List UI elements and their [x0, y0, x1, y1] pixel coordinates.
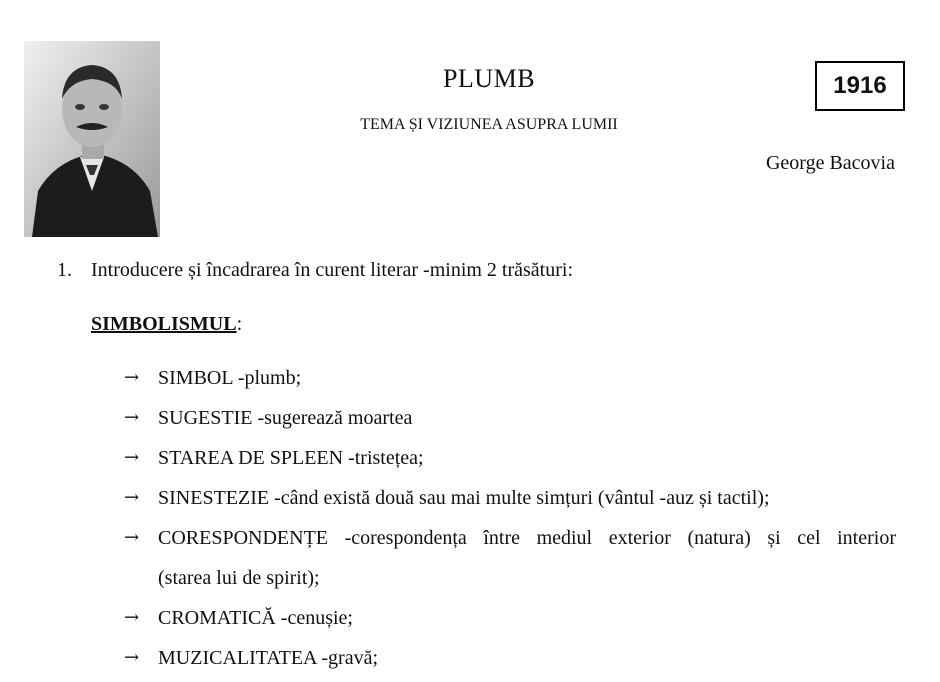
right-arrow-icon: → — [124, 447, 140, 468]
list-item — [124, 447, 896, 470]
section-heading-text: Introducere și încadrarea în curent literar -minim 2 trăsături: — [91, 259, 574, 281]
list-item — [124, 527, 896, 550]
right-arrow-icon: → — [124, 527, 140, 548]
list-item-text: CORESPONDENȚE -corespondența între mediul exterior (natura) și cel interior — [158, 527, 896, 549]
year-badge: 1916 — [815, 61, 905, 111]
list-item-text: MUZICALITATEA -gravă; — [158, 647, 379, 669]
page-title: PLUMB — [442, 64, 536, 93]
list-item — [124, 487, 896, 510]
movement-heading — [91, 313, 242, 336]
list-item-text: SIMBOL -plumb; — [158, 367, 302, 389]
movement-suffix: : — [236, 313, 243, 335]
right-arrow-icon: → — [124, 647, 140, 668]
right-arrow-icon: → — [124, 607, 140, 628]
right-arrow-icon: → — [124, 487, 140, 508]
list-item-text: SUGESTIE -sugerează moartea — [158, 407, 413, 429]
list-item — [124, 407, 896, 430]
list-item — [124, 647, 896, 670]
movement-name: SIMBOLISMUL — [91, 313, 237, 335]
list-item-continuation: (starea lui de spirit); — [158, 567, 320, 589]
author-name: George Bacovia — [765, 152, 895, 174]
right-arrow-icon: → — [124, 367, 140, 388]
list-item-text: STAREA DE SPLEEN -tristețea; — [158, 447, 424, 469]
page-subtitle: TEMA ȘI VIZIUNEA ASUPRA LUMII — [360, 116, 618, 133]
section-heading — [57, 259, 573, 282]
list-item-text: SINESTEZIE -când există două sau mai multe simțuri (vântul -auz și tactil); — [158, 487, 770, 509]
list-item — [124, 367, 896, 390]
list-item — [124, 607, 896, 630]
list-item-text: CROMATICĂ -cenușie; — [158, 607, 353, 629]
section-number: 1. — [57, 259, 72, 281]
right-arrow-icon: → — [124, 407, 140, 428]
